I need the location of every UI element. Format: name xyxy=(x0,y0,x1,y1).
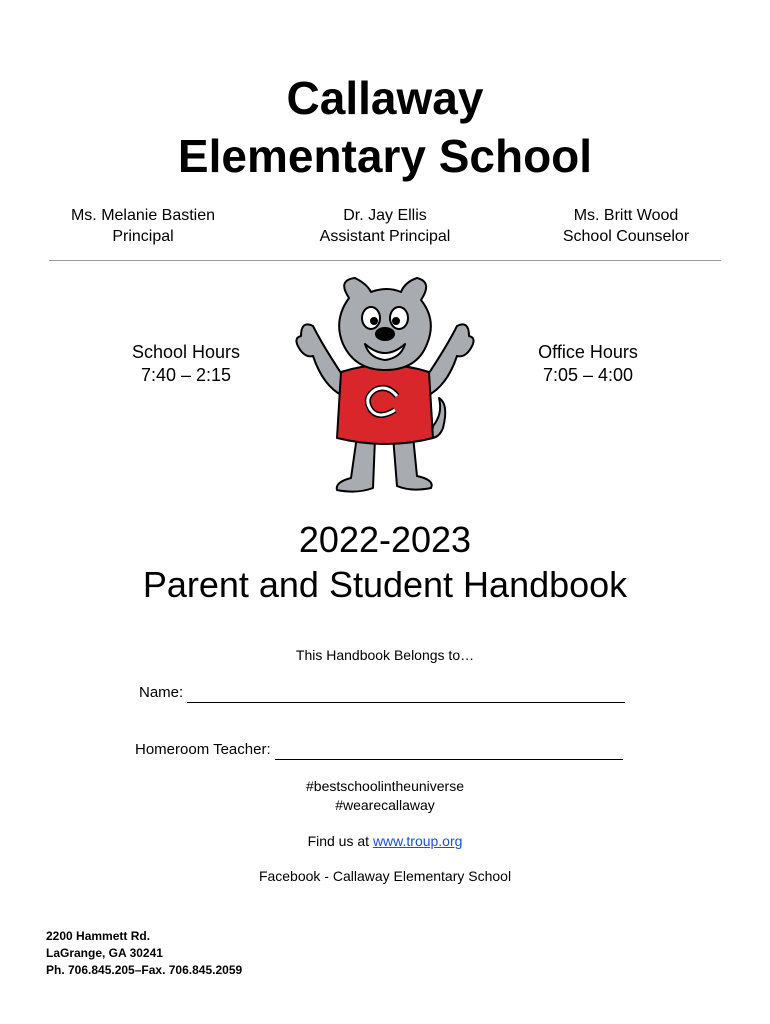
name-field[interactable] xyxy=(187,688,625,703)
staff-name: Dr. Jay Ellis xyxy=(343,207,427,224)
handbook-year: 2022-2023 xyxy=(298,519,472,560)
staff-name: Ms. Britt Wood xyxy=(573,207,679,224)
teacher-field-row xyxy=(135,740,623,760)
staff-role: School Counselor xyxy=(562,228,690,245)
header-divider xyxy=(49,260,721,261)
staff-name: Ms. Melanie Bastien xyxy=(70,207,216,224)
address-street: 2200 Hammett Rd. xyxy=(46,929,151,943)
address-phone: Ph. 706.845.205–Fax. 706.845.2059 xyxy=(46,963,243,977)
school-title-line2: Elementary School xyxy=(177,130,593,182)
facebook-text: Facebook - Callaway Elementary School xyxy=(258,868,512,884)
belongs-to-text: This Handbook Belongs to… xyxy=(295,647,475,663)
school-hours xyxy=(86,341,286,387)
name-label: Name: xyxy=(139,684,184,701)
address-block xyxy=(46,928,242,979)
hashtag-2: #wearecallaway xyxy=(335,797,435,813)
staff-principal xyxy=(23,205,263,247)
find-us-prefix: Find us at xyxy=(307,833,373,849)
office-hours-label: Office Hours xyxy=(538,342,638,362)
office-hours-time: 7:05 – 4:00 xyxy=(542,365,634,385)
school-hours-time: 7:40 – 2:15 xyxy=(140,365,232,385)
staff-role: Principal xyxy=(112,228,174,245)
address-city: LaGrange, GA 30241 xyxy=(46,946,163,960)
staff-assistant-principal xyxy=(265,205,505,247)
staff-counselor xyxy=(506,205,746,247)
school-hours-label: School Hours xyxy=(131,342,241,362)
homeroom-teacher-field[interactable] xyxy=(275,745,623,760)
hashtag-1: #bestschoolintheuniverse xyxy=(306,778,464,794)
website-link[interactable]: www.troup.org xyxy=(372,833,463,849)
homeroom-teacher-label: Homeroom Teacher: xyxy=(135,741,271,758)
office-hours xyxy=(488,341,688,387)
handbook-title: Parent and Student Handbook xyxy=(142,564,628,605)
find-us-line xyxy=(0,832,770,850)
staff-role: Assistant Principal xyxy=(319,228,451,245)
name-field-row xyxy=(139,683,625,703)
bulldog-mascot-icon xyxy=(295,276,475,494)
school-title-line1: Callaway xyxy=(286,72,484,124)
